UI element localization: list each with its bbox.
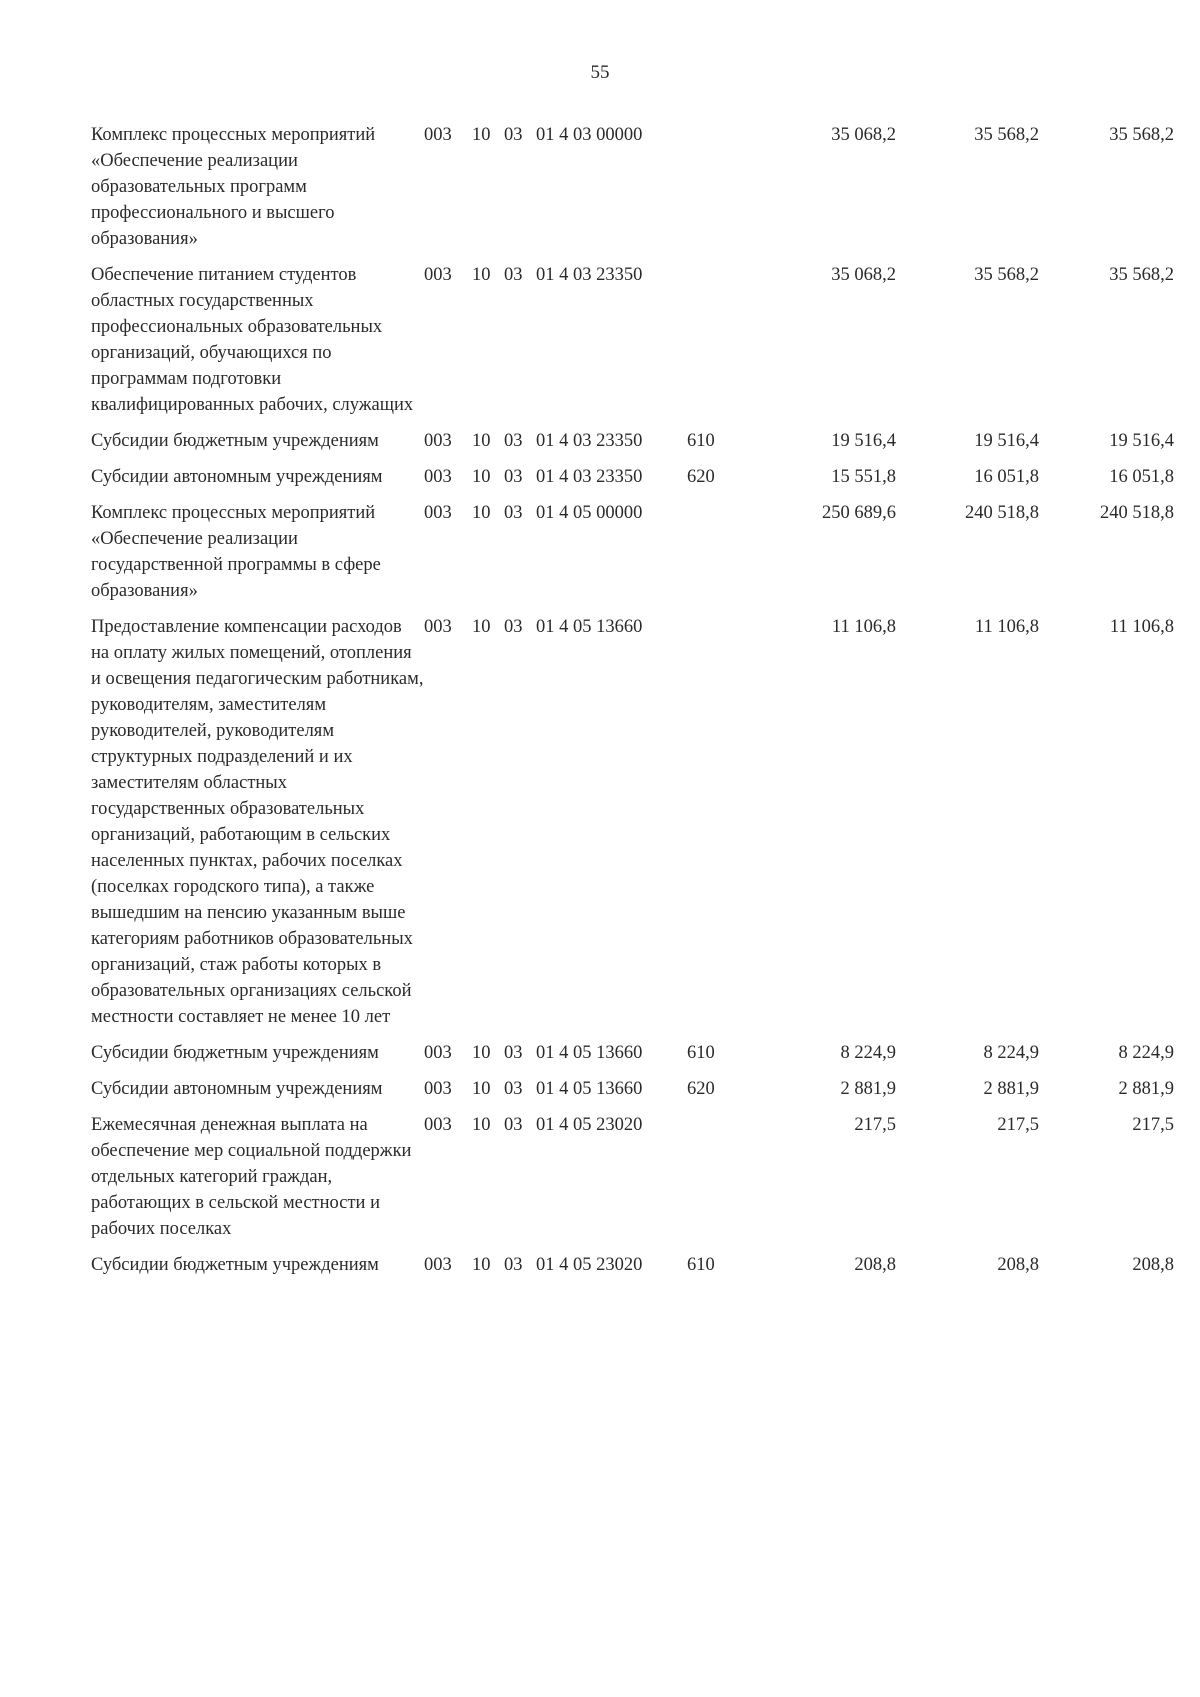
row-name: Субсидии бюджетным учреждениям — [91, 1255, 379, 1275]
subsection-code: 03 — [504, 431, 523, 451]
amount-year-3: 208,8 — [1132, 1255, 1174, 1275]
subsection-code: 03 — [504, 1255, 523, 1275]
target-item-code: 01 4 03 23350 — [536, 467, 643, 487]
amount-year-3: 240 518,8 — [1100, 503, 1174, 523]
section-code: 10 — [472, 431, 491, 451]
expense-type-code: 620 — [687, 467, 715, 487]
amount-year-1: 15 551,8 — [831, 467, 896, 487]
ministry-code: 003 — [424, 503, 452, 523]
expense-type-code — [687, 614, 742, 1040]
amount-year-2: 35 568,2 — [974, 125, 1039, 145]
ministry-code: 003 — [424, 1115, 452, 1135]
amount-year-2: 2 881,9 — [983, 1079, 1039, 1099]
amount-year-3: 35 568,2 — [1109, 125, 1174, 145]
amount-year-3: 217,5 — [1132, 1115, 1174, 1135]
ministry-code: 003 — [424, 467, 452, 487]
table-row — [91, 500, 1174, 614]
target-item-code: 01 4 05 00000 — [536, 503, 643, 523]
row-name: Предоставление компенсации расходов на оплату жилых помещений, отопления и освещения педагогическим работникам, руководителям, заместителям руководителей, руководителям структурных подразделений и их заместителям областных государственных образовательных организаций, работающим в сельских населенных пунктах, рабочих поселках (поселках городского типа), а также вышедшим на пенсию указанным выше категориям работников образовательных организаций, стаж работы которых в образовательных организациях сельской местности составляет не менее 10 лет — [91, 617, 424, 1027]
target-item-code: 01 4 05 13660 — [536, 617, 643, 637]
amount-year-2: 8 224,9 — [983, 1043, 1039, 1063]
subsection-code: 03 — [504, 265, 523, 285]
amount-year-2: 240 518,8 — [965, 503, 1039, 523]
amount-year-1: 35 068,2 — [831, 125, 896, 145]
amount-year-1: 19 516,4 — [831, 431, 896, 451]
row-name: Субсидии бюджетным учреждениям — [91, 1043, 379, 1063]
row-name: Обеспечение питанием студентов областных государственных профессиональных образовательных организаций, обучающихся по программам подготовки квалифицированных рабочих, служащих — [91, 265, 414, 415]
page-number: 55 — [590, 62, 610, 83]
section-code: 10 — [472, 125, 491, 145]
target-item-code: 01 4 05 23020 — [536, 1255, 643, 1275]
amount-year-1: 8 224,9 — [840, 1043, 896, 1063]
subsection-code: 03 — [504, 467, 523, 487]
amount-year-1: 250 689,6 — [822, 503, 896, 523]
row-name: Субсидии автономным учреждениям — [91, 467, 383, 487]
ministry-code: 003 — [424, 1255, 452, 1275]
section-code: 10 — [472, 467, 491, 487]
ministry-code: 003 — [424, 617, 452, 637]
section-code: 10 — [472, 1079, 491, 1099]
amount-year-2: 208,8 — [997, 1255, 1039, 1275]
ministry-code: 003 — [424, 431, 452, 451]
amount-year-1: 11 106,8 — [831, 617, 896, 637]
amount-year-1: 2 881,9 — [840, 1079, 896, 1099]
section-code: 10 — [472, 503, 491, 523]
subsection-code: 03 — [504, 1043, 523, 1063]
row-name: Субсидии бюджетным учреждениям — [91, 431, 379, 451]
subsection-code: 03 — [504, 503, 523, 523]
section-code: 10 — [472, 1255, 491, 1275]
table-row — [91, 1040, 1174, 1076]
amount-year-2: 11 106,8 — [974, 617, 1039, 637]
table-row — [91, 428, 1174, 464]
amount-year-2: 35 568,2 — [974, 265, 1039, 285]
ministry-code: 003 — [424, 265, 452, 285]
row-name: Ежемесячная денежная выплата на обеспечение мер социальной поддержки отдельных категорий граждан, работающих в сельской местности и рабочих поселках — [91, 1115, 412, 1239]
subsection-code: 03 — [504, 1079, 523, 1099]
amount-year-1: 35 068,2 — [831, 265, 896, 285]
subsection-code: 03 — [504, 1115, 523, 1135]
amount-year-3: 8 224,9 — [1118, 1043, 1174, 1063]
section-code: 10 — [472, 1115, 491, 1135]
expense-type-code: 610 — [687, 1255, 715, 1275]
table-row — [91, 122, 1174, 262]
expense-type-code — [687, 500, 742, 614]
expense-type-code — [687, 122, 742, 262]
table-row — [91, 1112, 1174, 1252]
target-item-code: 01 4 05 13660 — [536, 1043, 643, 1063]
row-name: Комплекс процессных мероприятий «Обеспечение реализации государственной программы в сфере образования» — [91, 503, 381, 601]
expense-type-code: 620 — [687, 1079, 715, 1099]
table-row — [91, 614, 1174, 1040]
table-row — [91, 1076, 1174, 1112]
ministry-code: 003 — [424, 1079, 452, 1099]
budget-table — [91, 122, 1174, 1288]
amount-year-2: 16 051,8 — [974, 467, 1039, 487]
target-item-code: 01 4 03 00000 — [536, 125, 643, 145]
expense-type-code — [687, 1112, 742, 1252]
budget-table-body — [91, 122, 1174, 1288]
row-name: Субсидии автономным учреждениям — [91, 1079, 383, 1099]
expense-type-code — [687, 262, 742, 428]
ministry-code: 003 — [424, 125, 452, 145]
section-code: 10 — [472, 617, 491, 637]
amount-year-3: 16 051,8 — [1109, 467, 1174, 487]
table-row — [91, 464, 1174, 500]
table-row — [91, 262, 1174, 428]
row-name: Комплекс процессных мероприятий «Обеспечение реализации образовательных программ профессионального и высшего образования» — [91, 125, 376, 249]
target-item-code: 01 4 03 23350 — [536, 265, 643, 285]
amount-year-3: 2 881,9 — [1118, 1079, 1174, 1099]
target-item-code: 01 4 05 13660 — [536, 1079, 643, 1099]
amount-year-1: 217,5 — [854, 1115, 896, 1135]
amount-year-1: 208,8 — [854, 1255, 896, 1275]
target-item-code: 01 4 05 23020 — [536, 1115, 643, 1135]
amount-year-2: 217,5 — [997, 1115, 1039, 1135]
amount-year-3: 11 106,8 — [1109, 617, 1174, 637]
amount-year-2: 19 516,4 — [974, 431, 1039, 451]
table-row — [91, 1252, 1174, 1288]
ministry-code: 003 — [424, 1043, 452, 1063]
section-code: 10 — [472, 1043, 491, 1063]
section-code: 10 — [472, 265, 491, 285]
subsection-code: 03 — [504, 125, 523, 145]
amount-year-3: 35 568,2 — [1109, 265, 1174, 285]
expense-type-code: 610 — [687, 431, 715, 451]
subsection-code: 03 — [504, 617, 523, 637]
target-item-code: 01 4 03 23350 — [536, 431, 643, 451]
expense-type-code: 610 — [687, 1043, 715, 1063]
amount-year-3: 19 516,4 — [1109, 431, 1174, 451]
